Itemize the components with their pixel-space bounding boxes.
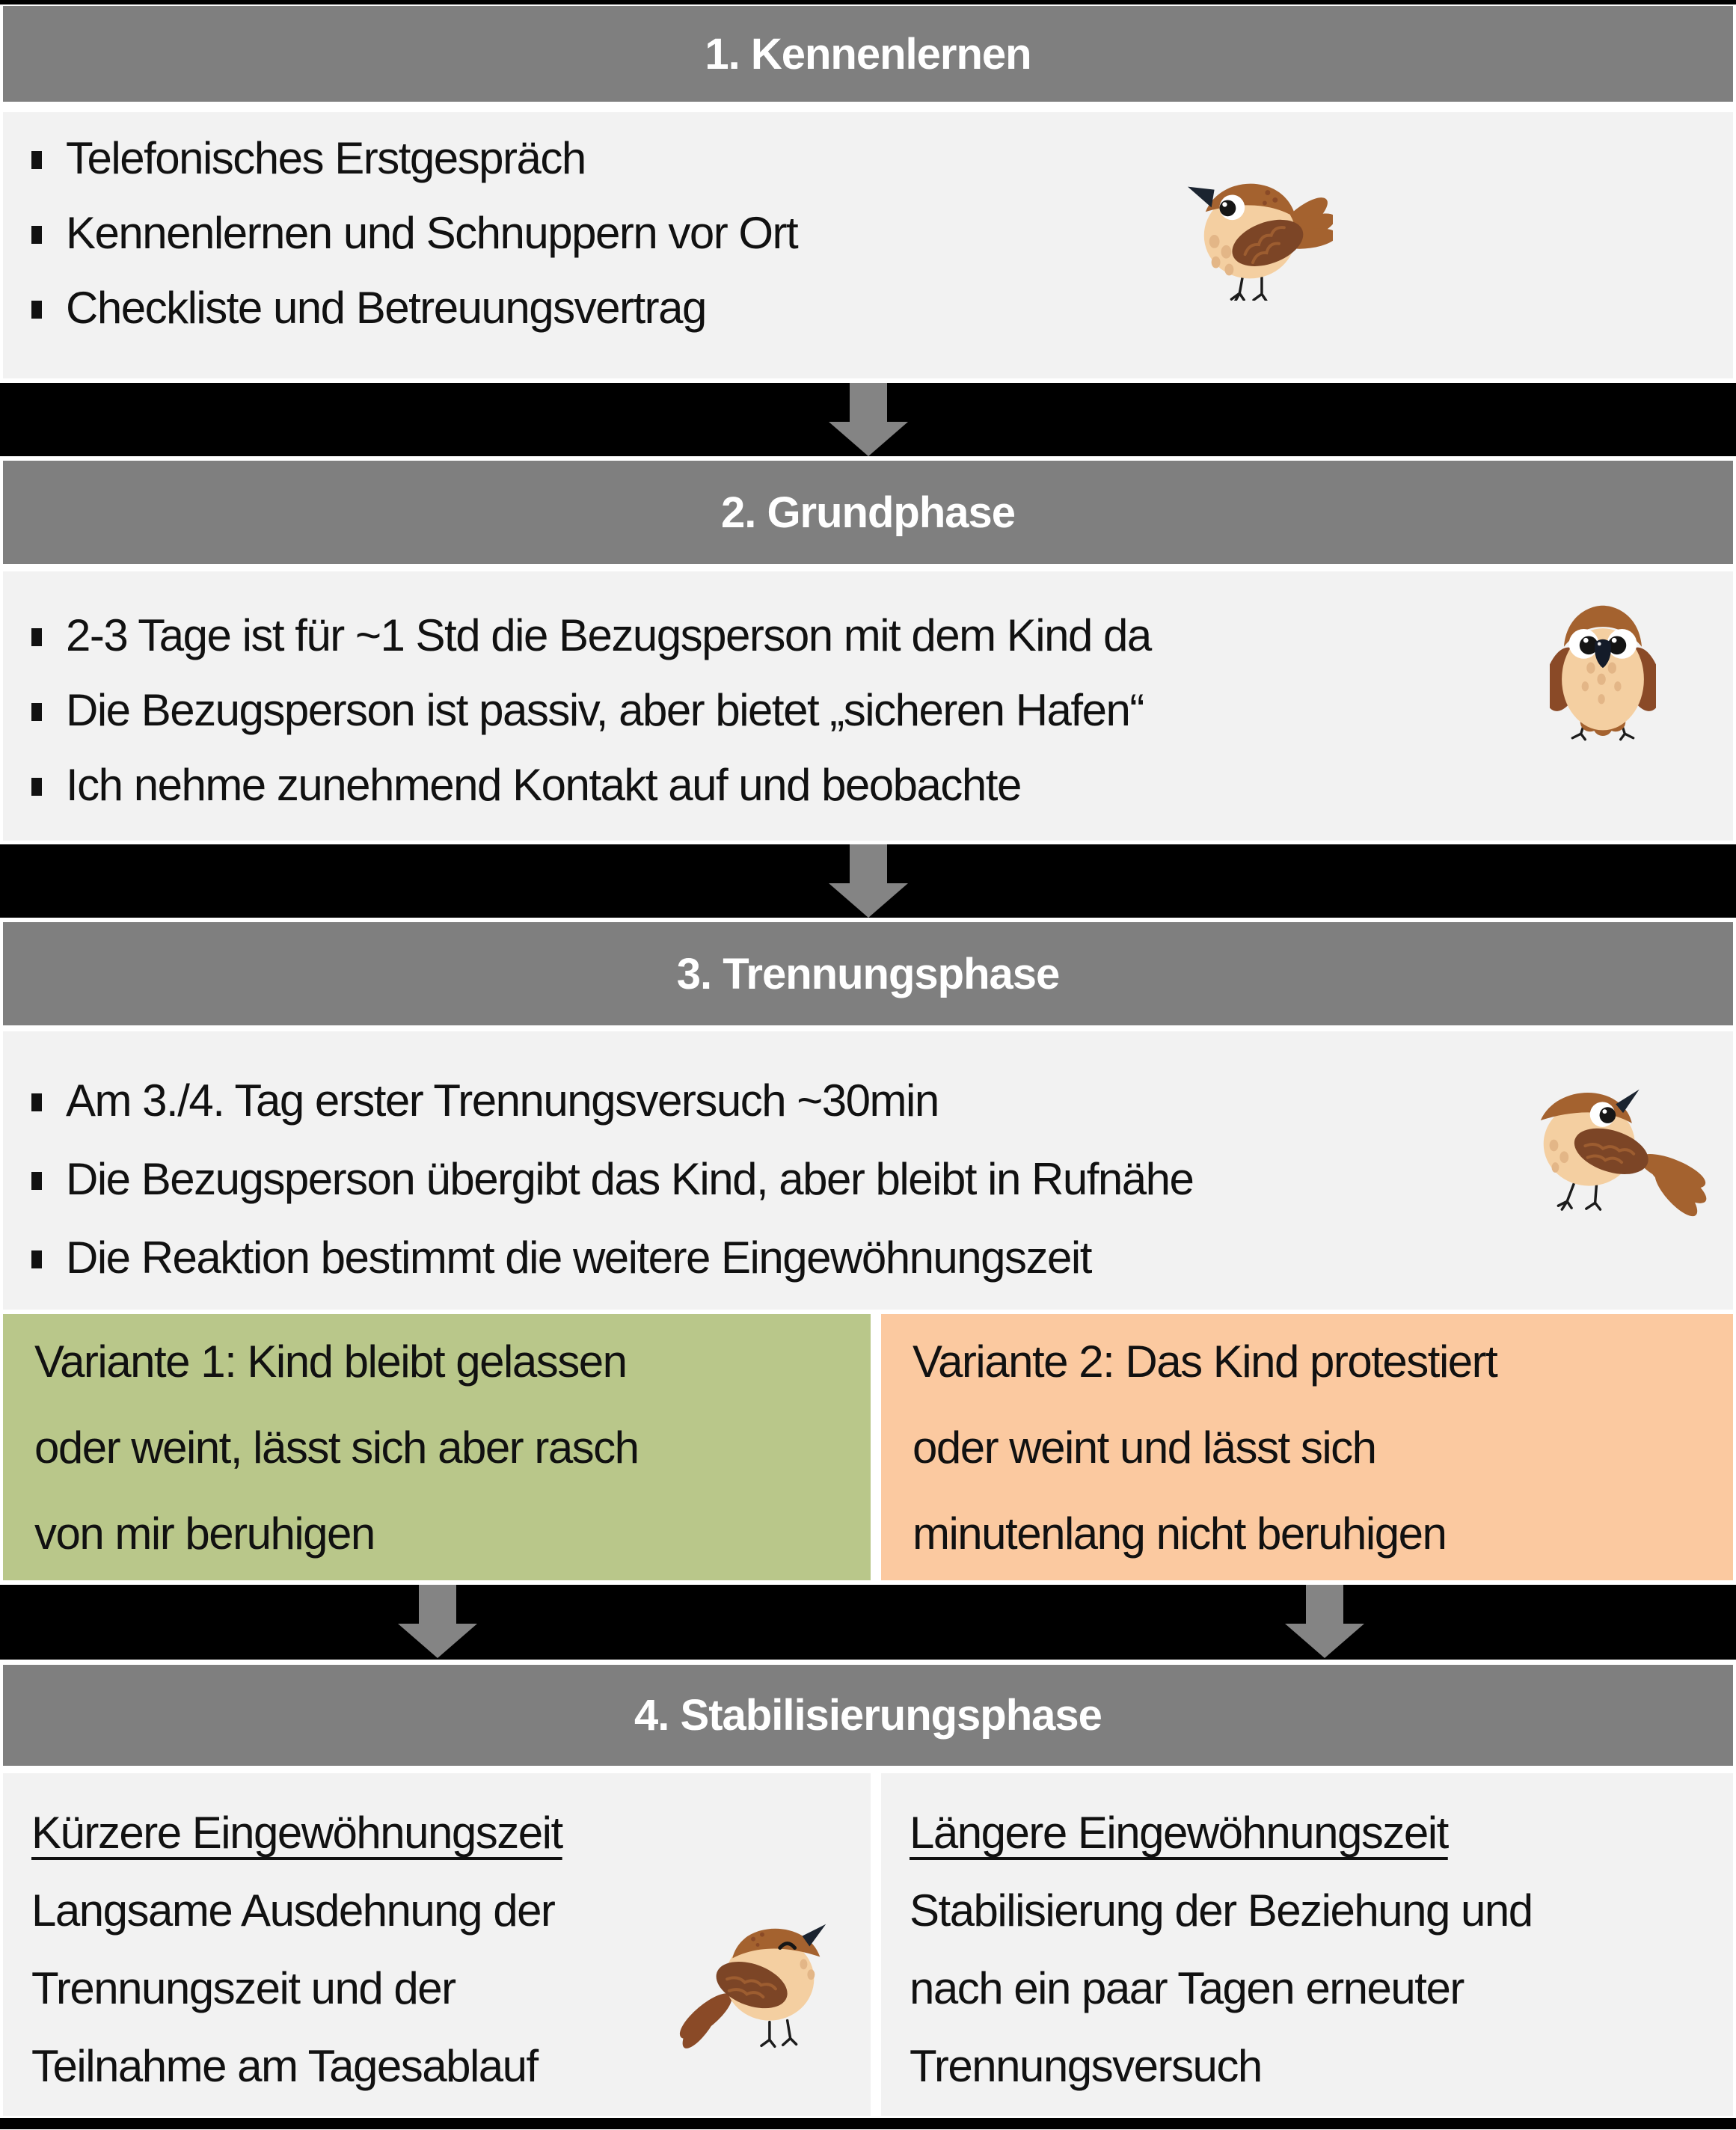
- down-arrow-icon: [827, 844, 910, 918]
- phase-2-content: [3, 571, 1733, 841]
- left-column-line: Trennungszeit und der: [31, 1963, 456, 2013]
- down-arrow-icon: [396, 1585, 479, 1658]
- bullet-item: [31, 673, 1733, 748]
- sparrow-side-right-icon: [1529, 1072, 1720, 1219]
- variant-boxes-row: [3, 1314, 1733, 1580]
- square-bullet-icon: [31, 778, 42, 796]
- variant-2-line: Variante 2: Das Kind protestiert: [913, 1336, 1497, 1387]
- right-column-heading: Längere Eingewöhnungszeit: [910, 1808, 1448, 1858]
- variant-2-line: oder weint und lässt sich: [913, 1422, 1376, 1473]
- down-arrow-icon: [1283, 1585, 1366, 1658]
- bullet-item: [31, 748, 1733, 823]
- bullet-item: [31, 1140, 1733, 1218]
- connector-band-3: [0, 1585, 1736, 1660]
- square-bullet-icon: [31, 1093, 42, 1111]
- square-bullet-icon: [31, 703, 42, 721]
- sparrow-happy-closed-eye-icon: [675, 1905, 845, 2053]
- phase-4-content: [3, 1773, 1733, 2116]
- variant-1-line: von mir beruhigen: [34, 1509, 375, 1559]
- sparrow-side-left-icon: [1185, 160, 1333, 301]
- bullet-item: [31, 271, 1733, 346]
- phase-3-title: 3. Trennungsphase: [676, 949, 1060, 998]
- bullet-text: 2-3 Tage ist für ~1 Std die Bezugsperson mit dem Kind da: [66, 610, 1151, 660]
- phase-1-content: [3, 112, 1733, 378]
- down-arrow-icon: [827, 383, 910, 456]
- bullet-item: [31, 121, 1733, 196]
- square-bullet-icon: [31, 226, 42, 244]
- bullet-item: [31, 196, 1733, 271]
- phase-4-title: 4. Stabilisierungsphase: [634, 1691, 1102, 1740]
- phase-2-header: [3, 461, 1733, 564]
- variant-1-line: oder weint, lässt sich aber rasch: [34, 1422, 639, 1473]
- phase-3-bullet-list: [3, 1031, 1733, 1297]
- bullet-text: Checkliste und Betreuungsvertrag: [66, 283, 706, 333]
- bullet-text: Die Reaktion bestimmt die weitere Eingewöhnungszeit: [66, 1233, 1091, 1283]
- bullet-item: [31, 598, 1733, 673]
- bullet-text: Die Bezugsperson ist passiv, aber bietet „sicheren Hafen“: [66, 685, 1144, 735]
- phase-4-left-column: [3, 1773, 871, 2116]
- bullet-text: Ich nehme zunehmend Kontakt auf und beobachte: [66, 760, 1021, 810]
- bullet-text: Am 3./4. Tag erster Trennungsversuch ~30min: [66, 1075, 939, 1126]
- phase-1-bullet-list: [3, 112, 1733, 346]
- phase-2-title: 2. Grundphase: [720, 488, 1016, 537]
- variant-2-box: [881, 1314, 1733, 1580]
- bullet-item: [31, 1218, 1733, 1297]
- bullet-text: Kennenlernen und Schnuppern vor Ort: [66, 208, 798, 258]
- variant-1-box: [3, 1314, 871, 1580]
- right-column-line: Trennungsversuch: [910, 2041, 1262, 2091]
- bullet-text: Die Bezugsperson übergibt das Kind, aber bleibt in Rufnähe: [66, 1154, 1194, 1204]
- phase-4-right-column: [881, 1773, 1733, 2116]
- left-column-line: Langsame Ausdehnung der: [31, 1885, 555, 1936]
- bottom-border-bar: [0, 2118, 1736, 2129]
- connector-band-2: [0, 844, 1736, 918]
- square-bullet-icon: [31, 151, 42, 169]
- bullet-item: [31, 1061, 1733, 1140]
- right-column-line: Stabilisierung der Beziehung und: [910, 1885, 1533, 1936]
- left-column-heading: Kürzere Eingewöhnungszeit: [31, 1808, 562, 1858]
- phase-1-title: 1. Kennenlernen: [705, 29, 1031, 79]
- phase-3-header: [3, 922, 1733, 1025]
- phase-4-header: [3, 1665, 1733, 1766]
- square-bullet-icon: [31, 301, 42, 319]
- sparrow-front-icon: [1550, 603, 1656, 744]
- square-bullet-icon: [31, 1250, 42, 1268]
- phase-2-bullet-list: [3, 571, 1733, 823]
- bullet-text: Telefonisches Erstgespräch: [66, 133, 586, 183]
- right-column-line: nach ein paar Tagen erneuter: [910, 1963, 1464, 2013]
- connector-band-1: [0, 383, 1736, 456]
- square-bullet-icon: [31, 1172, 42, 1190]
- top-border-bar: [0, 0, 1736, 4]
- phase-3-content: [3, 1031, 1733, 1310]
- left-column-line: Teilnahme am Tagesablauf: [31, 2041, 538, 2091]
- phase-1-header: [3, 6, 1733, 102]
- square-bullet-icon: [31, 628, 42, 646]
- variant-2-line: minutenlang nicht beruhigen: [913, 1509, 1447, 1559]
- variant-1-line: Variante 1: Kind bleibt gelassen: [34, 1336, 627, 1387]
